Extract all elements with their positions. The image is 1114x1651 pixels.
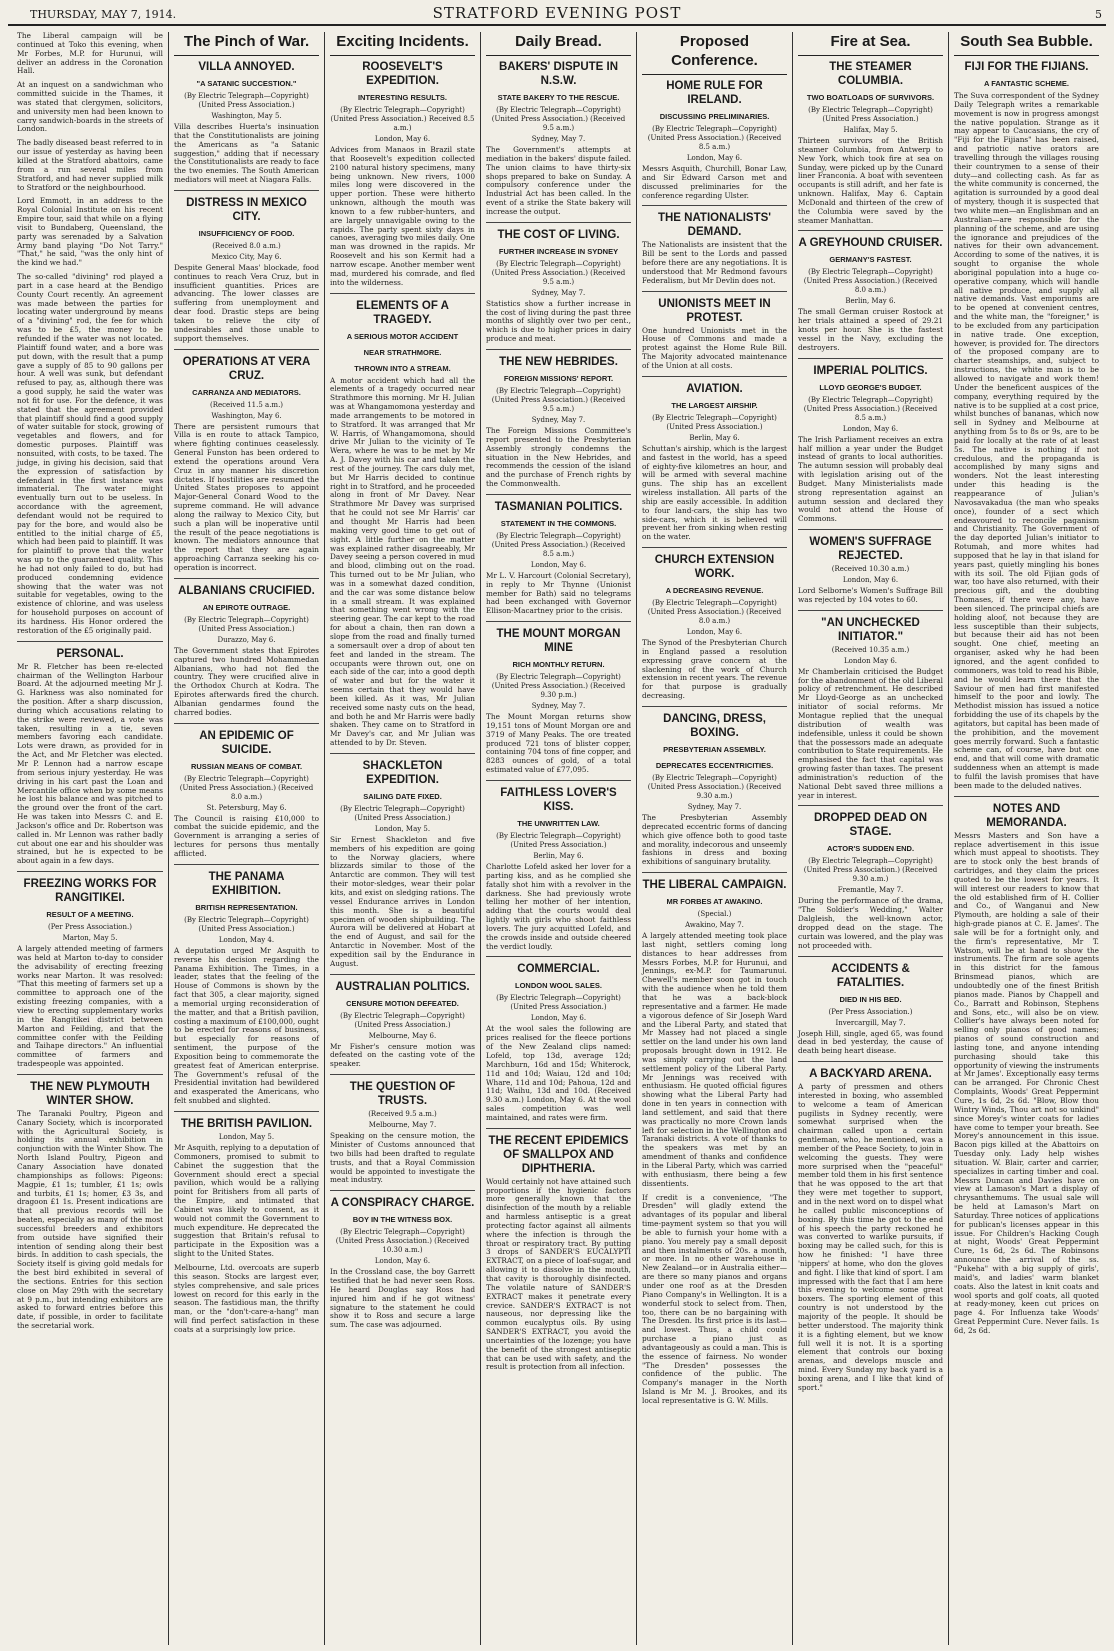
article-headline: AN EPIDEMIC OF SUICIDE. (199, 729, 294, 756)
column-heading: South Sea Bubble. (954, 32, 1099, 56)
wire-credit: (By Electric Telegraph—Copyright) (United Press Association.) (184, 615, 309, 633)
article (486, 962, 631, 1122)
article-headline: DISTRESS IN MEXICO CITY. (186, 196, 307, 223)
article (17, 197, 163, 268)
dateline: London, May 5. (218, 1133, 275, 1141)
wire-credit: (By Electric Telegraph—Copyright) (United Press Association.) (Received 8.0 a.m.) (179, 774, 314, 801)
dateline: Halifax, May 5. (843, 126, 898, 134)
article-body: Thirteen survivors of the British steamer Columbia, from Antwerp to New York, which took fire at sea on Sunday, were picked up by the Cunard liner Franconia. A boat with seventeen occupants is still adrift, and her fate is unknown. Halifax, May 6. Captain McDonald and thirteen of the crew of the Columbia were saved by the steamer Manhattan. (798, 136, 943, 225)
article-body: The so-called "divining" rod played a part in a case heard at the Bendigo County Court recently. An agreement was made between the parties for locating water underground by means of a "divining" rod, the fee for which was to be £5, the money to be refunded if the water was not located. Plaintiff found water, and a bore was put down, with the result that a pump gave a supply of 85 to 90 gallons per hour. A well was sunk, but defendant refused to pay, as, although there was a good supply, he said the water was not fit for use. For the defence, it was stated that the agreement provided that plaintiff should find a good supply of water suitable for stock, growing of vegetables and flowers, and for domestic purposes. Plaintiff was nonsuited, with costs, to be taxed. The judge, in giving his decision, said that the expression of satisfaction by defendant in the first instance was immaterial. The water might eventually turn out to be useless. In accordance with the agreement, defendant would not be required to pay for the bore, and would also be entitled to the initial charge of £5, which had been paid to plaintiff. It was for plaintiff to prove that the water was up to the guaranteed quality. This he had not only failed to do, but had produced condemning evidence showing that the water was not suitable for vegetables, owing to the existence of chlorine, and was useless for household purposes on account of its hardness. His Honor ordered the restoration of the £5 originally paid. (17, 272, 163, 635)
article-body: The Suva correspondent of the Sydney Daily Telegraph writes a remarkable movement is now in progress amongst the native population. Strange as it may appear to Caucasians, the cry of "Fiji for the Fijians" has been raised, and patriotic native orators are travelling through the villages rousing their countrymen to a sense of their duty—and collecting cash. As far as the white community is concerned, the agitation is surrounded by a good deal of mystery, though it is suspected that two white men—an Englishman and an Australian—are responsible for the planning of the scheme, and are using the ignorance and prejudices of the natives for their own advancement. According to some of the natives, it is sought to organise the whole aboriginal population into a huge co-operative company, which will handle all native produce, and supply all native demands. Vast emporiums are to be opened at convenient centres, and the white man, the "foreigner," is to be excluded from any participation in native trade. One exception, however, is provided for. The directors of the proposed company are to charter steamships, and, subject to instructions, the white man is to be allowed to navigate and work them! Under the beneficent auspices of the company, everything required by the native is to be supplied at a cost price, whilst bunches of bananas, which now sell in Sydney and Melbourne at anything from 5s to 8s or 9s, are to be paid for locally at the rate of at least 5s. The native is nothing if not credulous, and the propaganda is accomplished by many signs and wonders. Not the least interesting under this heading is the reappearance of Julian's Navosavakadua (the man who speaks once), founder of a sect which endeavoured to reconcile paganism and Christianity. The Government of the day deported Julian's initiator to Rotumah, and more whites had supposed that he lay in that island for years past, quietly mingling his bones with its soil. The old Fijian gods of war, too have also returned, with their precious gift, and the doubting Thomases, if there were any, have been silenced. The principal chiefs are holding aloof, not because they are less susceptible than their subjects, but because their aid has not been sought. One chief, meeting an organiser, asked why he had been ignored, and the agent confided to commoners, was told to read his Bible, and he would learn there that the Saviour of men had first manifested himself to the poor and lowly. The Methodist mission has issued a notice forbidding the use of its chapels by the agitators, but capital has been made of the prohibition, and the movement goes merrily forward. Such a fantastic scheme can, of course, have but one end, and that will come with dramatic suddenness when an attempt is made to fulfil the lavish promises that have been made to the deluded natives. (954, 91, 1099, 790)
wire-credit: (Received 9.5 a.m.) (368, 1110, 437, 1119)
divider (174, 723, 319, 724)
divider (642, 547, 787, 548)
wire-credit: (By Electric Telegraph—Copyright) (United Press Association.) (Received 9.5 a.m.) (491, 106, 626, 132)
article-subheading: BOY IN THE WITNESS BOX. (352, 1215, 453, 1225)
wire-credit: (By Electric Telegraph—Copyright) (United Press Association.) (652, 413, 777, 431)
article-subheading: TWO BOATLOADS OF SURVIVORS. (806, 93, 935, 102)
article-body: Mr Fisher's censure motion was defeated on the casting vote of the speaker. (330, 1041, 475, 1069)
article-headline: THE BRITISH PAVILION. (180, 1118, 313, 1130)
article-headline: ELEMENTS OF A TRAGEDY. (356, 299, 449, 326)
article-subheading: PRESBYTERIAN ASSEMBLY. (663, 745, 766, 754)
divider (798, 358, 943, 359)
article-subheading: NEAR STRATHMORE. (363, 347, 442, 357)
article-subheading: AN EPIROTE OUTRAGE. (202, 602, 291, 612)
article-headline: TASMANIAN POLITICS. (494, 500, 623, 513)
divider (642, 376, 787, 377)
article (642, 878, 787, 1188)
article-headline: ALBANIANS CRUCIFIED. (178, 584, 315, 597)
article-body: The Nationalists are insistent that the Bill be sent to the Lords and passed before there are any negotiations. It is understood that Mr Redmond favours Federalism, but Mr Devlin does not. (642, 240, 787, 285)
article (174, 870, 319, 1106)
article (798, 811, 943, 950)
column-heading: Fire at Sea. (798, 32, 943, 56)
wire-credit: (By Electric Telegraph—Copyright) (United Press Association.) (Received 8.0 a.m.) (647, 599, 782, 626)
article-body: The small German cruiser Rostock at her trials attained a speed of 29.21 knots per hour. She is the fastest vessel in the Navy, excluding the destroyers. (798, 307, 943, 352)
article (798, 535, 943, 605)
article (330, 759, 475, 969)
dateline: Sydney, May 7. (531, 135, 586, 143)
article (642, 553, 787, 701)
article-body: Melbourne, Ltd. overcoats are superb this season. Stocks are largest ever, styles comprehensive, and sale prices lowest on record for this early in the season. The fastidious man, the thrifty man, or the "don't-care-a-hang" man will find perfect satisfaction in these coats at a surprisingly low price. (174, 1262, 319, 1334)
article-subheading: MR FORBES AT AWAKINO. (666, 897, 763, 907)
article (174, 584, 319, 718)
divider (486, 621, 631, 622)
article-body: A largely attended meeting of farmers was held at Marton to-day to consider the advisability of erecting freezing works near Marton. It was resolved: "That this meeting of farmers set up a committee to approach one of the existing freezing companies, with a view to erecting supplementary works in the Rangitikei district between Marton and Feilding, and that the committee confer with the Feilding and Taihape directors." An influential committee of farmers and tradespeople was appointed. (17, 944, 163, 1069)
dateline: Berlin, May 6. (689, 433, 740, 442)
divider (486, 349, 631, 350)
article-body: A party of pressmen and others interested in boxing, who assembled to welcome a team of American pugilists in Sydney recently, were somewhat surprised when the chairman called upon a certain gentleman, who, he mentioned, was a member of the Peace Society, to join in welcoming the guests. They were more surprised when the "peaceful" member told them in his first sentence that he was opposed to the art that they were met together to support, and in the next word on to dispel what he called public misconceptions of boxing. By this time he got to the end of his speech the party reckoned he was converted to warlike pursuits, if boxing may be called such, for this is how he finished: "I have three 'nippers' at home, who don the gloves and fight. I like that kind of sport. I am impressed with the fact that I am here this evening to welcome some great boxers. The sporting element of this country is not understood by the majority of the people. It should be better understood. The majority think it is a fighting element, but we know full well it is not. It is a sporting element that controls our boxing arenas, and develops muscle and mind. Every Sunday my back yard is a boxing arena, and I like that kind of sport." (798, 1082, 943, 1392)
article-body: At the wool sales the following are prices realised for the fleece portions of the New Zealand clips named: Lofeld, top 13d, average 12d; Marchburn, 16d and 15d; Whiterock, 11d and 10d; Waiau, 12d and 10d; Whare, 11d and 10d; Pahoua, 12d and 11d; Waihu, 13d and 10d. (Received 9.30 a.m.) London, May 6. At the wool sales competition was well maintained, and rates were firm. (486, 1024, 631, 1122)
article-headline: THE NEW PLYMOUTH WINTER SHOW. (30, 1080, 150, 1107)
article (330, 60, 475, 288)
article-subheading: CARRANZA AND MEDIATORS. (192, 387, 301, 397)
dateline: Invercargill, May 7. (835, 1018, 906, 1027)
article (642, 211, 787, 285)
column-heading: Proposed Conference. (642, 32, 787, 75)
article-subheading: STATEMENT IN THE COMMONS. (500, 518, 617, 528)
divider (954, 796, 1099, 797)
divider (798, 230, 943, 231)
issue-date: THURSDAY, MAY 7, 1914. (30, 8, 177, 21)
wire-credit: (By Electric Telegraph—Copyright) (United Press Association.) (Received 8.0 a.m.) (803, 268, 938, 295)
dateline: Washington, May 5. (211, 112, 282, 120)
dateline: Berlin, May 6. (533, 852, 584, 860)
article-body: The Taranaki Poultry, Pigeon and Canary Society, which is incorporated with the Agricultural Society, is holding its annual exhibition in conjunction with the Winter Show. The North Island Poultry, Pigeon and Canary Association have donated championships as follows: Pigeons: Magpie, £1 1s; tumbler, £1 1s; owls and turbits, £1 1s; homer, £3 3s, and dragoon £1 1s. Present indications are that all previous records will be beaten, especially as many of the most successful breeders and exhibitors from outside have signified their intention of sending along their best birds. In addition to cash specials, the Society itself is giving gold medals for the best bird exhibited in several of the sections. Entries for this section close on May 29th with the secretary at 9 p.m., but intending exhibitors are asked to forward entries before this date, if possible, in order to facilitate the secretarial work. (17, 1108, 163, 1331)
article-subheading: INSUFFICIENCY OF FOOD. (198, 228, 295, 238)
article-headline: THE STEAMER COLUMBIA. (829, 61, 912, 87)
article (954, 60, 1099, 791)
wire-credit: (Received 10.35 a.m.) (831, 645, 910, 654)
article (798, 364, 943, 524)
article-headline: WOMEN'S SUFFRAGE REJECTED. (809, 536, 932, 563)
wire-credit: (By Electric Telegraph—Copyright) (United Press Association.) (496, 832, 621, 849)
wire-credit: (Received 11.5 a.m.) (209, 400, 284, 409)
article-subheading: LLOYD GEORGE'S BUDGET. (819, 382, 922, 392)
divider (642, 872, 787, 873)
article-subheading: RICH MONTHLY RETURN. (512, 660, 605, 670)
article-headline: FREEZING WORKS FOR RANGITIKEI. (23, 878, 157, 905)
article (486, 1134, 631, 1373)
article-body: The Foreign Missions Committee's report presented to the Presbyterian Assembly strongly condemns the situation in the New Hebrides, and recommends the cession of the island and the purchase of French rights by the Commonwealth. (486, 425, 631, 489)
article-body: Villa describes Huerta's insinuation that the Constitutionalists are joining the Americans as "a Satanic suggestion," adding that if necessary the Constitutionalists are ready to face the two enemies. The South American mediators will meet at Niagara Falls. (174, 122, 319, 185)
divider (174, 578, 319, 579)
divider (174, 864, 319, 865)
dateline: London, May 6. (842, 424, 899, 433)
article-body: Mr Chamberlain criticised the Budget for the abandonment of the old Liberal policy of retrenchment. He described Mr Lloyd-George as an unchecked initiator of social reforms. Mr Montague replied that the unequal distribution of wealth was indefensible, unless it could be shown that the possessors made an adequate contribution to State requirements. He emphasised the fact that capital was growing faster than taxes. The present administration's reduction of the National Debt saved three millions a year in interest. (798, 666, 943, 800)
dateline: London May 6. (844, 656, 897, 665)
article-headline: IMPERIAL POLITICS. (813, 364, 928, 377)
article-body: Messrs Asquith, Churchill, Bonar Law, and Sir Edward Carson met and discussed preliminaries for the conference regarding Ulster. (642, 164, 787, 200)
dateline: Sydney, May 7. (531, 702, 586, 711)
article-body: Statistics show a further increase in the cost of living during the past three months of slightly over two per cent., which is due to higher prices in dairy produce and meat. (486, 298, 631, 344)
article-body: Mr Asquith, replying to a deputation of Commoners, promised to submit to Cabinet the suggestion that the Government should erect a special pavilion, which would be a rallying point for Britishers from all parts of the Empire, and intimated that Cabinet was likely to consent, as it would not commit the Government to much expenditure. He deprecated the suggestion that Britain's refusal to participate in the Exposition was a slight to the United States. (174, 1143, 319, 1259)
article-body: The Synod of the Presbyterian Church in England passed a resolution expressing grave concern at the slackening of the work of Church extension in recent years. The revenue for that purpose is gradually decreasing. (642, 638, 787, 701)
article-body: The Council is raising £10,000 to combat the suicide epidemic, and the Government is arranging a series of lectures for persons thus mentally afflicted. (174, 813, 319, 858)
dateline: London, May 6. (374, 135, 431, 143)
article-headline: THE NATIONALISTS' DEMAND. (657, 212, 772, 239)
article-body: Mr R. Fletcher has been re-elected chairman of the Wellington Harbour Board. At the adjourned meeting Mr J. G. Harkness was also nominated for the position. After a sharp discussion, during which accusations relating to the strike were reviewed, a vote was taken, resulting in a tie, seven members favoring each candidate. Lots were drawn, as provided for in the Act, and Mr Fletcher was elected. Mr P. Lennon had a narrow escape from serious injury yesterday. He was driving in his cart past the Loan and Mercantile office when by some means he lost his balance and was pitched to the ground over the front of the cart. He was taken into Messrs C. and E. Jackson's office and Dr. Robertson was called in. Mr Lennon was rather badly cut about one ear and his shoulder was strained, but he is expected to be about again in a few days. (17, 661, 163, 866)
divider (17, 1074, 163, 1075)
wire-credit: (By Electric Telegraph—Copyright) (United Press Association.) (808, 106, 933, 123)
article-headline: A BACKYARD ARENA. (809, 1068, 932, 1081)
article (174, 729, 319, 859)
article-body: Schuttan's airship, which is the largest and fastest in the world, has a speed of eighty-five kilometres an hour, and will be armed with several machine guns. The ship has an excellent wireless installation. All parts of the ship are easily accessible. In addition to four land-cars, the ship has two side-cars, which it is believed will prevent her from sinking when resting on the water. (642, 443, 787, 542)
article-headline: THE MOUNT MORGAN MINE (496, 628, 621, 655)
article (17, 139, 163, 192)
article-body: The Liberal campaign will be continued at Toko this evening, when Mr Forbes, M.P. for Hurunui, will deliver an address in the Coronation Hall. (17, 32, 163, 76)
news-column (636, 32, 792, 1645)
article-body: A deputation urged Mr Asquith to reverse his decision regarding the Panama Exhibition. The Times, in a leader, states that the feeling of the House of Commons is shown by the fact that 305, a clear majority, signed a memorial urging reconsideration of the matter, and that a British pavilion, costing a maximum of £100,000, ought to be erected for reasons of business, but especially for reasons of sentiment, the purpose of the Exposition being to commemorate the greatest feat of American enterprise. The Government's refusal of the Presidential invitation had bewildered and exasperated the Americans, who felt snubbed and slighted. (174, 945, 319, 1106)
wire-credit: (By Electric Telegraph—Copyright) (United Press Association.) (Received 8.5 a.m.) (803, 395, 938, 422)
news-column (12, 32, 168, 1645)
divider (486, 494, 631, 495)
article-body: Advices from Manaos in Brazil state that Roosevelt's expedition collected 2100 natural history specimens, many being unknown. New rivers, 1000 miles long were discovered in the upper portion. These were hitherto unknown, although the mouth was known to a few rubber-hunters, and are largely unnavigable owing to the rapids. The party spent sixty days in canoes, averaging two miles daily. One man was drowned in the rapids. Mr Roosevelt and his son Kermit had a narrow escape. Another member went mad, murdered his comrade, and fled into the wilderness. (330, 145, 475, 287)
page-number: 5 (1095, 8, 1102, 21)
divider (486, 1128, 631, 1129)
wire-credit: (By Electric Telegraph—Copyright) (United Press Association.) (184, 915, 309, 933)
wire-credit: (By Electric Telegraph—Copyright) (United Press Association.) (184, 92, 309, 109)
wire-credit: (Received 10.30 a.m.) (831, 565, 910, 574)
article-subheading: CENSURE MOTION DEFEATED. (346, 998, 459, 1008)
article-headline: THE COST OF LIVING. (497, 228, 620, 241)
article-headline: BAKERS' DISPUTE IN N.S.W. (498, 61, 619, 87)
article (642, 1194, 787, 1406)
article (174, 60, 319, 185)
article-headline: THE RECENT EPIDEMICS OF SMALLPOX AND DIPHTHERIA. (488, 1134, 629, 1175)
article-headline: DROPPED DEAD ON STAGE. (813, 812, 928, 839)
article (486, 627, 631, 775)
article-headline: ACCIDENTS & FATALITIES. (831, 962, 910, 989)
article-subheading: FURTHER INCREASE IN SYDNEY (498, 246, 619, 256)
divider (486, 780, 631, 781)
divider (330, 753, 475, 754)
article-subheading: DISCUSSING PRELIMINARIES. (659, 112, 770, 121)
article-subheading: DEPRECATES ECCENTRICITIES. (655, 761, 774, 770)
article-subheading: THE UNWRITTEN LAW. (517, 819, 600, 828)
article-headline: UNIONISTS MEET IN PROTEST. (658, 297, 771, 324)
article (486, 500, 631, 616)
article (798, 962, 943, 1057)
divider (486, 956, 631, 957)
article-subheading: GERMANY'S FASTEST. (829, 255, 912, 265)
article (17, 273, 163, 636)
article-headline: HOME RULE FOR IRELAND. (666, 80, 763, 106)
divider (798, 529, 943, 530)
wire-credit: (By Electric Telegraph—Copyright) (United Press Association.) (340, 804, 465, 822)
article-body: In the Crossland case, the boy Garrett testified that he had never seen Ross. He heard Douglas say Ross had injured him and if he got witness' signature to the statement he could show it to Ross and secure a large sum. The case was adjourned. (330, 1267, 475, 1330)
article-headline: THE LIBERAL CAMPAIGN. (642, 879, 787, 892)
article-subheading: DIED IN HIS BED. (839, 994, 902, 1004)
article-body: The Mount Morgan returns show 19,151 tons of Mount Morgan ore and 3719 of Many Peaks. The ore treated produced 721 tons of blister copper, containing 704 tons of fine copper, and 8283 ounces of gold, of a total estimated value of £77,095. (486, 712, 631, 775)
divider (174, 1111, 319, 1112)
article (486, 228, 631, 344)
divider (330, 1074, 475, 1075)
article (330, 980, 475, 1070)
article-headline: PERSONAL. (56, 647, 124, 660)
article-headline: VILLA ANNOYED. (198, 61, 295, 73)
news-columns (12, 32, 1104, 1645)
article-headline: A CONSPIRACY CHARGE. (330, 1197, 475, 1210)
dateline: Mexico City, May 6. (211, 252, 282, 261)
article-body: Despite General Maas' blockade, food continues to reach Vera Cruz, but in insufficient quantities. Prices are advancing. The lower classes are suffering from unemployment and dear food. Drastic steps are being taken to relieve the city of undesirables and those unable to support themselves. (174, 262, 319, 343)
masthead (8, 4, 1106, 26)
article-body: The Irish Parliament receives an extra half million a year under the Budget instead of grants to local authorities. The autumn session will probably deal with legislation arising out of the Budget. Many Ministerialists made strong representation against an autumn session and declared they would not attend the House of Commons. (798, 434, 943, 524)
article-subheading: THE LARGEST AIRSHIP. (671, 400, 758, 410)
article (330, 299, 475, 748)
article (17, 877, 163, 1069)
article-body: There are persistent rumours that Villa is en route to attack Tampico, where fighting continues ceaselessly. General Funston has been ordered to extend the operations around Vera Cruz in any manner his discretion dictates. If hostilities are resumed the United States proposes to appoint Major-General Conard Wood to the supreme command. He will advance along the railway to Mexico City, but such a plan will be inoperative until the result of the peace negotiations is known. The mediators announce that the report that they are again approaching Carranza seeking his co-operation is incorrect. (174, 421, 319, 572)
article-subheading: RUSSIAN MEANS OF COMBAT. (190, 761, 303, 771)
article (642, 712, 787, 867)
news-column (324, 32, 480, 1645)
wire-credit: (By Electric Telegraph—Copyright) (United Press Association.) (Received 10.30 a.m.) (335, 1228, 470, 1255)
article (798, 1067, 943, 1393)
column-heading: The Pinch of War. (174, 32, 319, 56)
article-subheading: BRITISH REPRESENTATION. (195, 902, 298, 912)
dateline: Melbourne, May 7. (368, 1121, 437, 1130)
dateline: London, May 6. (686, 628, 743, 637)
dateline: Marton, May 5. (62, 934, 118, 943)
article-headline: ROOSEVELT'S EXPEDITION. (362, 61, 443, 87)
article (330, 1196, 475, 1330)
wire-credit: (By Electric Telegraph—Copyright) (United Press Association.) (Received 9.30 p.m.) (491, 673, 626, 700)
article (954, 802, 1099, 1336)
divider (330, 293, 475, 294)
article (486, 786, 631, 951)
dateline: Sydney, May 7. (687, 803, 742, 811)
column-heading: Exciting Incidents. (330, 32, 475, 56)
column-heading: Daily Bread. (486, 32, 631, 56)
article-body: At an inquest on a sandwichman who committed suicide in the Thames, it was stated that clergymen, solicitors, and university men had been known to carry sandwich-boards in the streets of London. (17, 80, 163, 134)
article (174, 355, 319, 573)
divider (642, 706, 787, 707)
divider (330, 974, 475, 975)
dateline: Sydney, May 7. (531, 288, 586, 297)
article-body: During the performance of the drama, "The Soldier's Wedding," Walter Dalgleish, the well-known actor, dropped dead on the stage. The curtain was lowered, and the play was not proceeded with. (798, 896, 943, 950)
article (486, 60, 631, 217)
news-column (792, 32, 948, 1645)
article-subheading: A FANTASTIC SCHEME. (983, 79, 1069, 88)
article-headline: CHURCH EXTENSION WORK. (654, 554, 775, 581)
article-subheading: "A SATANIC SUCCESTION." (196, 79, 297, 88)
wire-credit: (By Electric Telegraph—Copyright) (United Press Association.) (Received 9.30 a.m.) (647, 774, 782, 800)
dateline: Awakino, May 7. (685, 921, 744, 930)
article-headline: THE QUESTION OF TRUSTS. (349, 1081, 456, 1108)
article-headline: FAITHLESS LOVER'S KISS. (500, 787, 617, 813)
article-headline: DANCING, DRESS, BOXING. (663, 713, 766, 739)
article-subheading: A SERIOUS MOTOR ACCIDENT (346, 331, 459, 341)
article-body: A largely attended meeting took place last night, settlers coming long distances to hear addresses from Messrs Forbes, M.P. for Hurunui, and Jennings, ex-M.P. for Taumarunui. Chewell's member soon got in touch with the audience when he told them that he was a back-block representative and a farmer. He made a vigorous defence of Sir Joseph Ward and the Liberal Party, and stated that Mr Massey had not placed a single settler on the land under his own land proposals brought down in 1912. He was simply carrying out the land settlement policy of the Liberal Party. Mr Jennings was received with enthusiasm. He quoted official figures showing what the Liberal Party had done in ten years in connection with land settlement, and said that there was practically no more Crown lands left for selection in the Wellington and Taranaki districts. A vote of thanks to the speakers was met by an amendment of thanks and confidence in the Liberal Party, which was carried with enthusiasm, there being a few dissentients. (642, 931, 787, 1188)
article-headline: A GREYHOUND CRUISER. (798, 237, 943, 250)
article (174, 1117, 319, 1259)
divider (798, 1061, 943, 1062)
article-subheading: THROWN INTO A STREAM. (354, 363, 451, 373)
wire-credit: (By Electric Telegraph—Copyright) (United Press Association.) Received 8.5 a.m.) (330, 106, 475, 132)
dateline: London, May 6. (530, 560, 587, 569)
divider (798, 956, 943, 957)
article-body: Speaking on the censure motion, the Minister of Customs announced that two bills had been drafted to regulate trusts, and that a Royal Commission would be appointed to investigate the meat industry. (330, 1131, 475, 1185)
article (330, 1080, 475, 1185)
article-headline: THE NEW HEBRIDES. (499, 355, 618, 368)
article (642, 297, 787, 371)
dateline: London, May 5. (374, 824, 431, 833)
article-body: Mr L. V. Harcourt (Colonial Secretary), in reply to Mr Thynne (Unionist member for Bath) said no telegrams had been exchanged with Governor Ellison-Macartney prior to the crisis. (486, 570, 631, 616)
divider (174, 190, 319, 191)
article-body: The Government states that Epirotes captured two hundred Mohammedan Albanians, who had not fled the country. They were crucified alive in the Orthodox Church at Kodra. The Epirotes afterwards fired the church. Albanian gendarmes found the charred bodies. (174, 645, 319, 717)
wire-credit: (By Electric Telegraph—Copyright) (United Press Association.) (496, 994, 621, 1012)
wire-credit: (By Electric Telegraph—Copyright) (United Press Association.) (340, 1011, 465, 1029)
article (642, 382, 787, 542)
article-subheading: INTERESTING RESULTS. (357, 93, 448, 102)
wire-credit: (By Electric Telegraph—Copyright) (United Press Association.) (Received 9.30 a.m.) (803, 857, 938, 884)
divider (17, 871, 163, 872)
wire-credit: (By Electric Telegraph—Copyright) (United Press Association.) (Received 9.5 a.m.) (491, 259, 626, 286)
article-body: Lord Emmott, in an address to the Royal Colonial Institute on his recent Empire tour, said that while on a flying visit to Bundaberg, Queensland, the party was serenaded by a Salvation Army band playing "Do Not Tarry." "That," he said, "was the only hint of the kind we had." (17, 196, 163, 268)
news-column (948, 32, 1104, 1645)
article-subheading: FOREIGN MISSIONS' REPORT. (503, 373, 614, 383)
dateline: Fremantle, May 7. (837, 886, 904, 895)
article-headline: THE PANAMA EXHIBITION. (208, 870, 285, 897)
wire-credit: (Per Press Association.) (828, 1007, 913, 1016)
article-headline: COMMERCIAL. (517, 963, 600, 976)
dateline: London, May 6. (374, 1257, 431, 1266)
dateline: London, May 4. (218, 935, 275, 944)
article-headline: "AN UNCHECKED INITIATOR." (821, 616, 920, 643)
divider (798, 805, 943, 806)
divider (330, 1190, 475, 1191)
article-subheading: ACTOR'S SUDDEN END. (826, 844, 915, 854)
article-body: Joseph Hill, single, aged 65, was found dead in bed yesterday, the cause of death being heart disease. (798, 1028, 943, 1056)
article-subheading: STATE BAKERY TO THE RESCUE. (497, 93, 620, 102)
dateline: London, May 6. (686, 154, 743, 162)
divider (642, 291, 787, 292)
article (17, 32, 163, 76)
article-body: Would certainly not have attained such proportions if the hygienic factors more generally known that the disinfection of the mouth by a reliable and harmless antiseptic is a great protecting factor against all ailments where the infection is through the throat or respiratory tract. By putting 3 drops of SANDER'S EUCALYPTI EXTRACT, on a piece of loaf-sugar, and allowing it to dissolve in the mouth, that cavity is thoroughly disinfected. The volatile nature of SANDER'S EXTRACT makes it penetrate every crevice. SANDER'S EXTRACT is not nauseous, nor depressing like the common eucalyptus oils. By using SANDER'S EXTRACT, you avoid the uncertainties of the lozenge; you have the benefit of the strongest antiseptic that can be used with safety, and the result is protection from all infection. (486, 1176, 631, 1372)
news-column (168, 32, 324, 1645)
dateline: Washington, May 6. (211, 411, 282, 420)
article-body: The badly diseased beast referred to in our issue of yesterday as having been killed at the Stratford abattoirs, came from a run several miles from Stratford, and had never supplied milk to Stratford or the neighbourhood. (17, 138, 163, 192)
article-body: Lord Selborne's Women's Suffrage Bill was rejected by 104 votes to 60. (798, 586, 943, 604)
dateline: Melbourne, May 6. (368, 1031, 437, 1040)
dateline: London, May 6. (842, 576, 899, 585)
article (486, 355, 631, 489)
article-body: One hundred Unionists met in the House of Commons and made a protest against the Home Rule Bill. The Majority advocated maintenance of the Union at all costs. (642, 325, 787, 370)
dateline: St. Petersburg, May 6. (206, 803, 287, 812)
article (17, 81, 163, 134)
article-subheading: LONDON WOOL SALES. (515, 981, 602, 991)
article-body: A motor accident which had all the elements of a tragedy occurred near Strathmore this morning. Mr H. Julian was at Whangamomona yesterday and made arrangements to be motored in to Stratford. It was arranged that Mr W. Harris, of Whangamomona, should drive Mr Julian to the vicinity of Te Wera, where he was to be met by Mr A. J. Davey with his car and taken the rest of the journey. The cars duly met, but Mr Harris decided to continue right in to Stratford, and he proceeded along in front of Mr Davey. Near Strathmore Mr Davey was surprised that he could not see Mr Harris' car and thought Mr Harris had been making very good time to get out of sight. A little further on the matter was explained rather disagreeably, Mr Davey seeing a person covered in mud and blood, climbing out on the road. This turned out to be Mr Julian, who was in a somewhat dazed condition, and the car was some distance below in a small stream. It was explained that something went wrong with the steering gear. The car kept to the road for about a chain, then ran down a slope from the road and finally turned a somersault over a drop of about ten feet and landed in the stream. The occupants were thrown out, one on each side of the car, into a good depth of water and but for the water it seems certain that they would have been killed. As it was, Mr Julian received some nasty cuts on the head, and both he and Mr Harris were badly shaken. They came on to Stratford in Mr Davey's car, and Mr Julian was attended to by Dr. Steven. (330, 375, 475, 748)
divider (486, 222, 631, 223)
article-headline: OPERATIONS AT VERA CRUZ. (182, 355, 311, 382)
article-body: Messrs Masters and Son have a replace advertisement in this issue which must appeal to shootists. They are to stock only the best brands of cartridges, and they claim the prices quoted to be the lowest for years. It will interest our readers to know that the old established firm of H. Collier and Co., of Wanganui and New Plymouth, are holding a sale of their high-grade pianos at C. E. James'. The sale will be for a fortnight only, and the firm's representative, Mr T. Watson, will be at hand to show the instruments. The firm are sole agents in this district for the famous Brinsmead pianos, which are undoubtedly one of the finest British pianos made. Pianos by Chappell and Co., Barratt and Robinson, Stephens and Sons, etc., will also be on view. Collier's have always been noted for selling only pianos of good names; pianos of sound construction and lasting tone, and anyone intending purchasing should take this opportunity of viewing the instruments at Mr James'. Exceptionally easy terms can be arranged. For Chronic Chest Complaints, Woods' Great Peppermint Cure, 1s 6d, 2s 6d. "Blow, Blow thou Wintry Winds, Thou art not so unkind" since Morey's winter coats for ladies have come to temper your breath. See Morey's announcement in this issue. Bacon pigs killed at the Abattoirs on Tuesday only. Lady help wishes situation. W. Blair, carter and carrier, specializes in carting timber and coal. Messrs Duncan and Davies have on view at Lamason's Mart a display of chrysanthemums. The usual sale will be held at Lamason's Mart on Saturday. Three notices of applications for publican's licenses appear in this issue. For Children's Hacking Cough at night, Woods' Great Peppermint Cure, 1s 6d, 2s 6d. The Robinsons announce the arrival of the ss. "Pukeha" with a big supply of girls', maid's, and ladies' warm blanket coats. Also the latest in knit coats and wool sports and golf coats, all quoted at ready-money, keen cut prices on page 4. For Influenza take Woods' Great Peppermint Cure. Never fails. 1s 6d, 2s 6d. (954, 830, 1099, 1335)
newspaper-title: STRATFORD EVENING POST (432, 4, 682, 22)
dateline: Berlin, May 6. (845, 297, 896, 306)
article (174, 196, 319, 344)
article-body: Sir Ernest Shackleton and five members of his expedition are going to the Norway glaciers, where blizzards similar to those of the Antarctic are common. They will test their motor-sledges, wear their polar kits, and exist on sledging rations. The vessel Endurance arrives in London this month. She is a beautiful specimen of wooden shipbuilding. The Aurora will be delivered at Hobart at the end of August, and sail for the Antarctic in November. Most of the expedition sail by the Endurance in August. (330, 834, 475, 968)
article (642, 79, 787, 200)
article-headline: AUSTRALIAN POLITICS. (335, 980, 470, 993)
wire-credit: (By Electric Telegraph—Copyright) (United Press Association.) (Received 8.5 a.m.) (491, 531, 626, 558)
article (798, 616, 943, 801)
article-headline: FIJI FOR THE FIJIANS. (964, 61, 1089, 73)
article-headline: AVIATION. (686, 382, 743, 395)
article (17, 1080, 163, 1331)
dateline: Sydney, May 7. (531, 415, 586, 424)
article (798, 236, 943, 352)
article-headline: NOTES AND MEMORANDA. (986, 802, 1067, 829)
wire-credit: (By Electric Telegraph—Copyright) (United Press Association.) (Received 9.5 a.m.) (491, 386, 626, 413)
wire-credit: (By Electric Telegraph—Copyright) (United Press Association.) (Received 8.5 a.m.) (647, 125, 782, 151)
article (174, 1264, 319, 1335)
article-body: Charlotte Lofeld asked her lover for a parting kiss, and as he complied she fatally shot him with a revolver in the darkness. She had previously wrote telling her mother of her intention, adding that the courts would deal lightly with girls who shoot faithless lovers. The jury acquitted Lofeld, and the crowds inside and outside cheered the verdict loudly. (486, 862, 631, 951)
article-body: The Government's attempts at mediation in the bakers' dispute failed. The union claims to have thirty-six shops prepared to bake on Sunday. A compulsory conference under the Industrial Act has been called. In the event of a strike the State bakery will increase the output. (486, 145, 631, 216)
wire-credit: (Special.) (697, 910, 732, 919)
article-subheading: A DECREASING REVENUE. (665, 586, 764, 596)
divider (17, 641, 163, 642)
article-subheading: SAILING DATE FIXED. (363, 791, 442, 801)
dateline: Durazzo, May 6. (217, 635, 276, 644)
article-body: If credit is a convenience, "The Dresden" will gladly extend the advantages of its popular and liberal time-payment system so that you will be able to furnish your home with a piano. You merely pay a small deposit and then instalments of 20s. a month, or more. In no other warehouse in New Zealand—or in Australia either—are there so many pianos and organs under one roof as at the Dresden Piano Company's in Wellington. It is a wonderful stock to select from. Then, too, there can be no bargaining with The Dresden. Its first price is its last—and lowest. Thus, a child could purchase a piano just as advantageously as could a man. This is the essence of fairness. No wonder "The Dresden" possesses the confidence of the public. The Company's manager in the North Island is Mr M. J. Brookes, and its local representative is G. W. Mills. (642, 1192, 787, 1405)
article-body: The Presbyterian Assembly deprecated eccentric forms of dancing which give offence both to good taste and morality, indecorous and unseemly fashions in dress and boxing exhibitions of sanguinary brutality. (642, 813, 787, 867)
divider (798, 610, 943, 611)
divider (642, 205, 787, 206)
article-subheading: RESULT OF A MEETING. (46, 910, 134, 920)
divider (174, 349, 319, 350)
news-column (480, 32, 636, 1645)
article (17, 647, 163, 866)
wire-credit: (Per Press Association.) (48, 923, 132, 932)
article (798, 60, 943, 225)
article-headline: SHACKLETON EXPEDITION. (362, 759, 443, 786)
dateline: London, May 6. (530, 1014, 587, 1023)
wire-credit: (Received 8.0 a.m.) (212, 241, 281, 250)
